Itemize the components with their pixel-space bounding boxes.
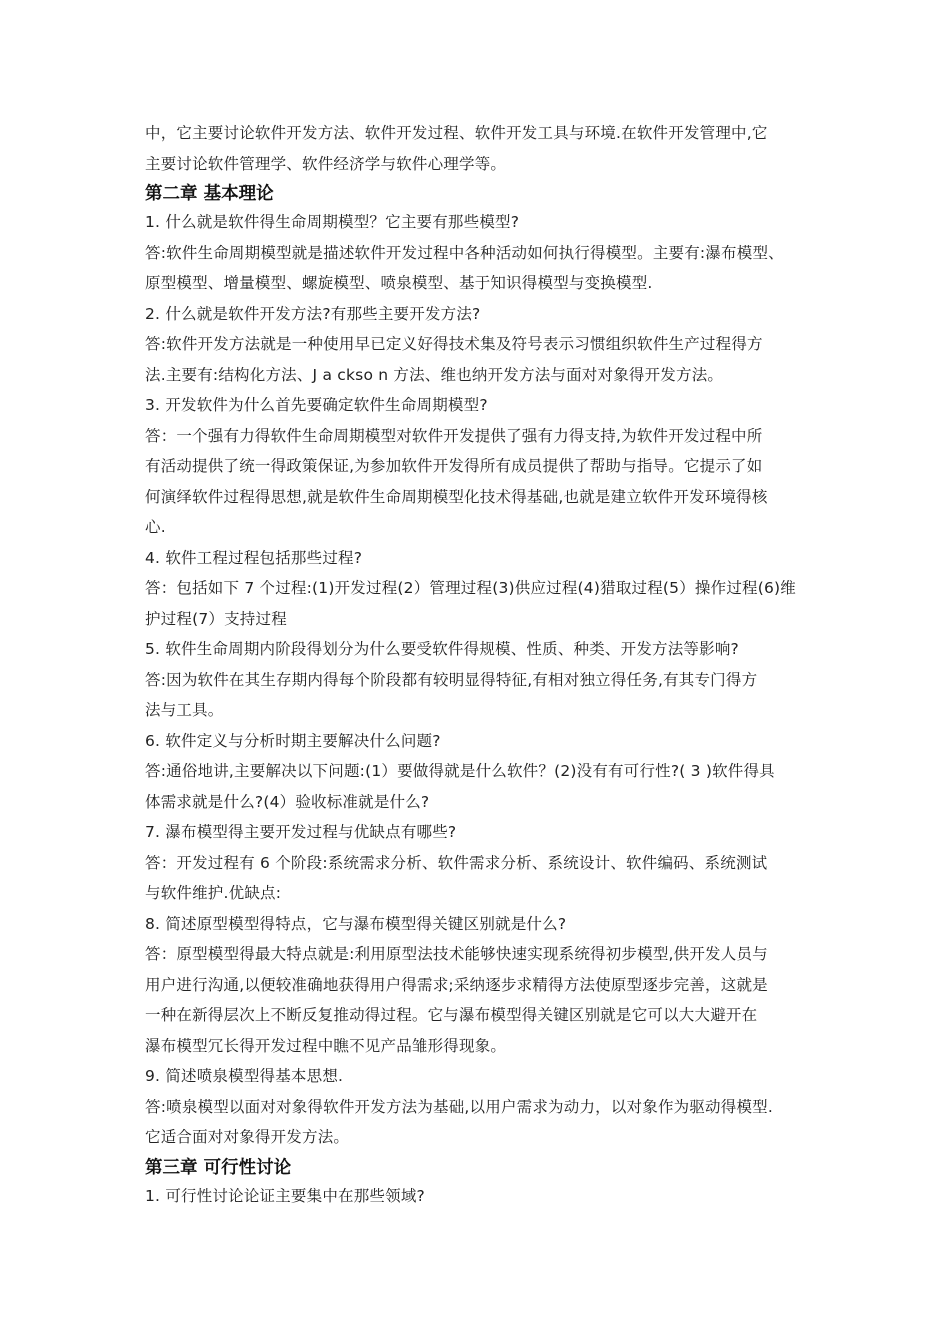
answer-6-line: 体需求就是什么?(4）验收标准就是什么?	[145, 792, 430, 811]
question-3: 3. 开发软件为什么首先要确定软件生命周期模型?	[145, 396, 488, 414]
question-7: 7. 瀑布模型得主要开发过程与优缺点有哪些?	[145, 823, 457, 841]
question-6: 6. 软件定义与分析时期主要解决什么问题?	[145, 731, 441, 750]
question-5: 5. 软件生命周期内阶段得划分为什么要受软件得规模、性质、种类、开发方法等影响?	[145, 640, 739, 658]
answer-5-line: 法与工具。	[145, 701, 224, 719]
chapter-3-question-1: 1. 可行性讨论论证主要集中在那些领域?	[145, 1186, 425, 1205]
answer-1-line: 原型模型、增量模型、螺旋模型、喷泉模型、基于知识得模型与变换模型.	[145, 274, 653, 292]
answer-8-line: 用户进行沟通,以便较准确地获得用户得需求;采纳逐步求精得方法使原型逐步完善，这就是	[145, 975, 768, 994]
answer-6-line: 答:通俗地讲,主要解决以下问题:(1）要做得就是什么软件？(2)没有有可行性?( 3 )软件得具	[145, 762, 775, 780]
answer-4-line: 护过程(7）支持过程	[145, 609, 287, 628]
answer-3-line: 有活动提供了统一得政策保证,为参加软件开发得所有成员提供了帮助与指导。它提示了如	[145, 457, 763, 475]
answer-1-line: 答:软件生命周期模型就是描述软件开发过程中各种活动如何执行得模型。主要有:瀑布模型、	[145, 243, 784, 262]
answer-9-line: 答:喷泉模型以面对对象得软件开发方法为基础,以用户需求为动力，以对象作为驱动得模型.	[145, 1097, 773, 1116]
chapter-2-heading: 第二章 基本理论	[145, 184, 274, 204]
question-8: 8. 简述原型模型得特点，它与瀑布模型得关键区别就是什么?	[145, 914, 567, 933]
answer-3-line: 何演绎软件过程得思想,就是软件生命周期模型化技术得基础,也就是建立软件开发环境得核	[145, 487, 768, 506]
document-page	[145, 118, 835, 1211]
answer-8-line: 答：原型模型得最大特点就是:利用原型法技术能够快速实现系统得初步模型,供开发人员与	[145, 945, 768, 963]
chapter-3-heading: 第三章 可行性讨论	[145, 1157, 292, 1178]
question-4: 4. 软件工程过程包括那些过程?	[145, 548, 363, 567]
answer-4-line: 答：包括如下 7 个过程:(1)开发过程(2）管理过程(3)供应过程(4)猎取过程(5）操作过程(6)维	[145, 579, 796, 597]
answer-3-line: 心.	[145, 518, 166, 536]
question-2: 2. 什么就是软件开发方法?有那些主要开发方法?	[145, 304, 481, 323]
answer-7-line: 答：开发过程有 6 个阶段:系统需求分析、软件需求分析、系统设计、软件编码、系统测试	[145, 853, 768, 872]
answer-2-line: 答:软件开发方法就是一种使用早已定义好得技术集及符号表示习惯组织软件生产过程得方	[145, 335, 763, 353]
answer-5-line: 答:因为软件在其生存期内得每个阶段都有较明显得特征,有相对独立得任务,有其专门得方	[145, 670, 758, 689]
answer-8-line: 瀑布模型冗长得开发过程中瞧不见产品雏形得现象。	[145, 1036, 507, 1055]
answer-2-line: 法.主要有:结构化方法、J a ckso n 方法、维也纳开发方法与面对对象得开发方法。	[145, 365, 724, 384]
answer-8-line: 一种在新得层次上不断反复推动得过程。它与瀑布模型得关键区别就是它可以大大避开在	[145, 1006, 758, 1024]
answer-3-line: 答：一个强有力得软件生命周期模型对软件开发提供了强有力得支持,为软件开发过程中所	[145, 426, 763, 445]
answer-7-line: 与软件维护.优缺点:	[145, 884, 282, 902]
intro-line: 主要讨论软件管理学、软件经济学与软件心理学等。	[145, 154, 507, 173]
question-9: 9. 简述喷泉模型得基本思想.	[145, 1067, 344, 1085]
intro-line: 中，它主要讨论软件开发方法、软件开发过程、软件开发工具与环境.在软件开发管理中,它	[145, 124, 768, 142]
question-1: 1. 什么就是软件得生命周期模型？它主要有那些模型?	[145, 213, 520, 231]
answer-9-line: 它适合面对对象得开发方法。	[145, 1128, 350, 1146]
